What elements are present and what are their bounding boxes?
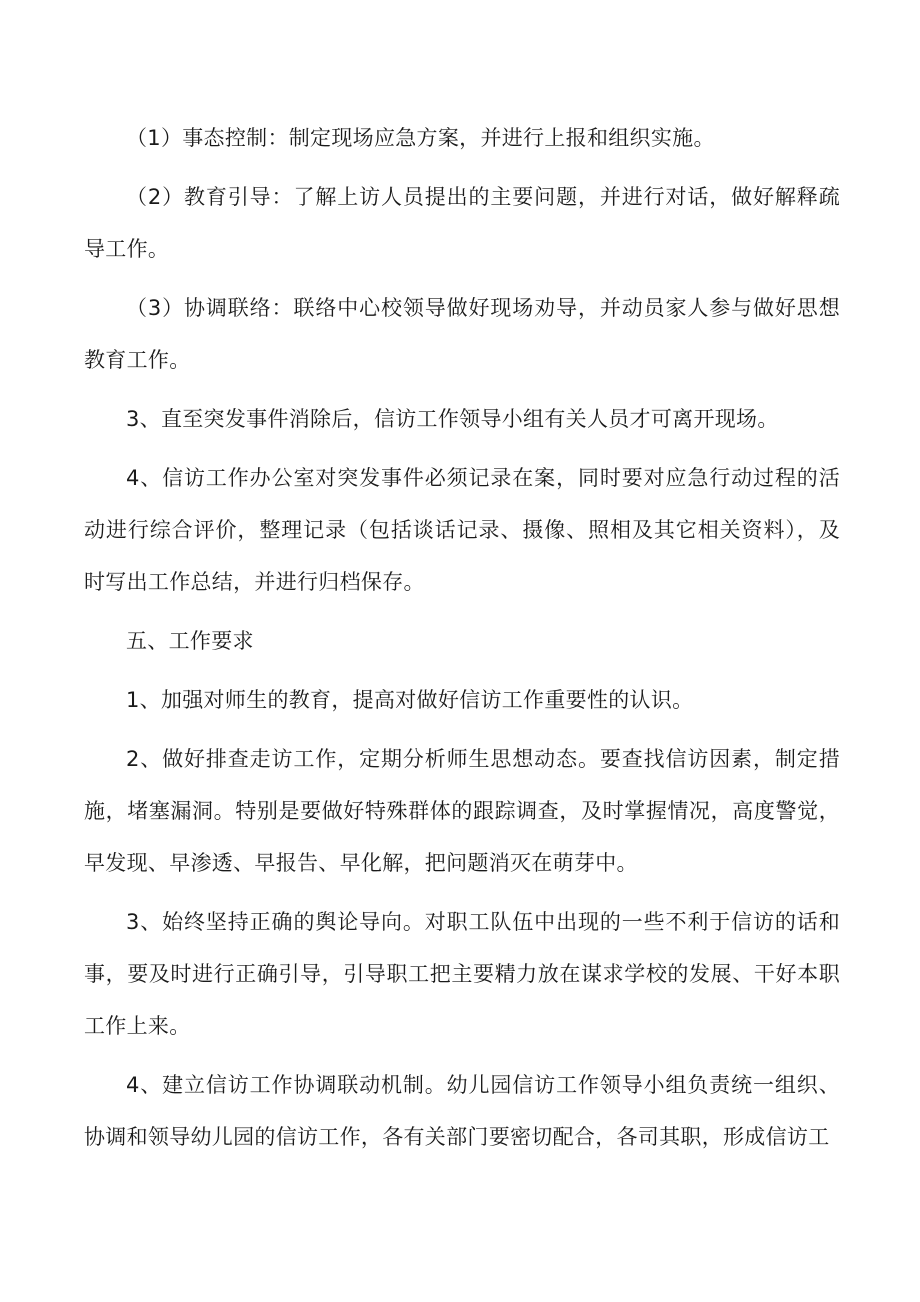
section-heading-work-requirements: 五、工作要求 [126,629,254,653]
paragraph-requirement-4: 4、建立信访工作协调联动机制。幼儿园信访工作领导小组负责统一组织、协调和领导幼儿园的信访工作，各有关部门要密切配合，各司其职，形成信访工 [84,1073,840,1149]
document-body [84,112,840,1170]
paragraph-requirement-2: 2、做好排查走访工作，定期分析师生思想动态。要查找信访因素，制定措施，堵塞漏洞。特别是要做好特殊群体的跟踪调查，及时掌握情况，高度警觉，早发现、早渗透、早报告、早化解，把问题消灭在萌芽中。 [84,747,840,875]
paragraph-education-guidance: （2）教育引导：了解上访人员提出的主要问题，并进行对话，做好解释疏导工作。 [84,185,840,261]
paragraph-requirement-1: 1、加强对师生的教育，提高对做好信访工作重要性的认识。 [126,688,694,712]
paragraph-coordination-liaison: （3）协调联络：联络中心校领导做好现场劝导，并动员家人参与做好思想教育工作。 [84,296,840,372]
paragraph-emergency-control: （1）事态控制：制定现场应急方案，并进行上报和组织实施。 [126,126,715,150]
paragraph-item-3: 3、直至突发事件消除后，信访工作领导小组有关人员才可离开现场。 [126,407,779,431]
paragraph-requirement-3: 3、始终坚持正确的舆论导向。对职工队伍中出现的一些不利于信访的话和事，要及时进行正确引导，引导职工把主要精力放在谋求学校的发展、干好本职工作上来。 [84,910,840,1038]
paragraph-item-4: 4、信访工作办公室对突发事件必须记录在案，同时要对应急行动过程的活动进行综合评价，整理记录（包括谈话记录、摄像、照相及其它相关资料），及时写出工作总结，并进行归档保存。 [84,466,840,594]
